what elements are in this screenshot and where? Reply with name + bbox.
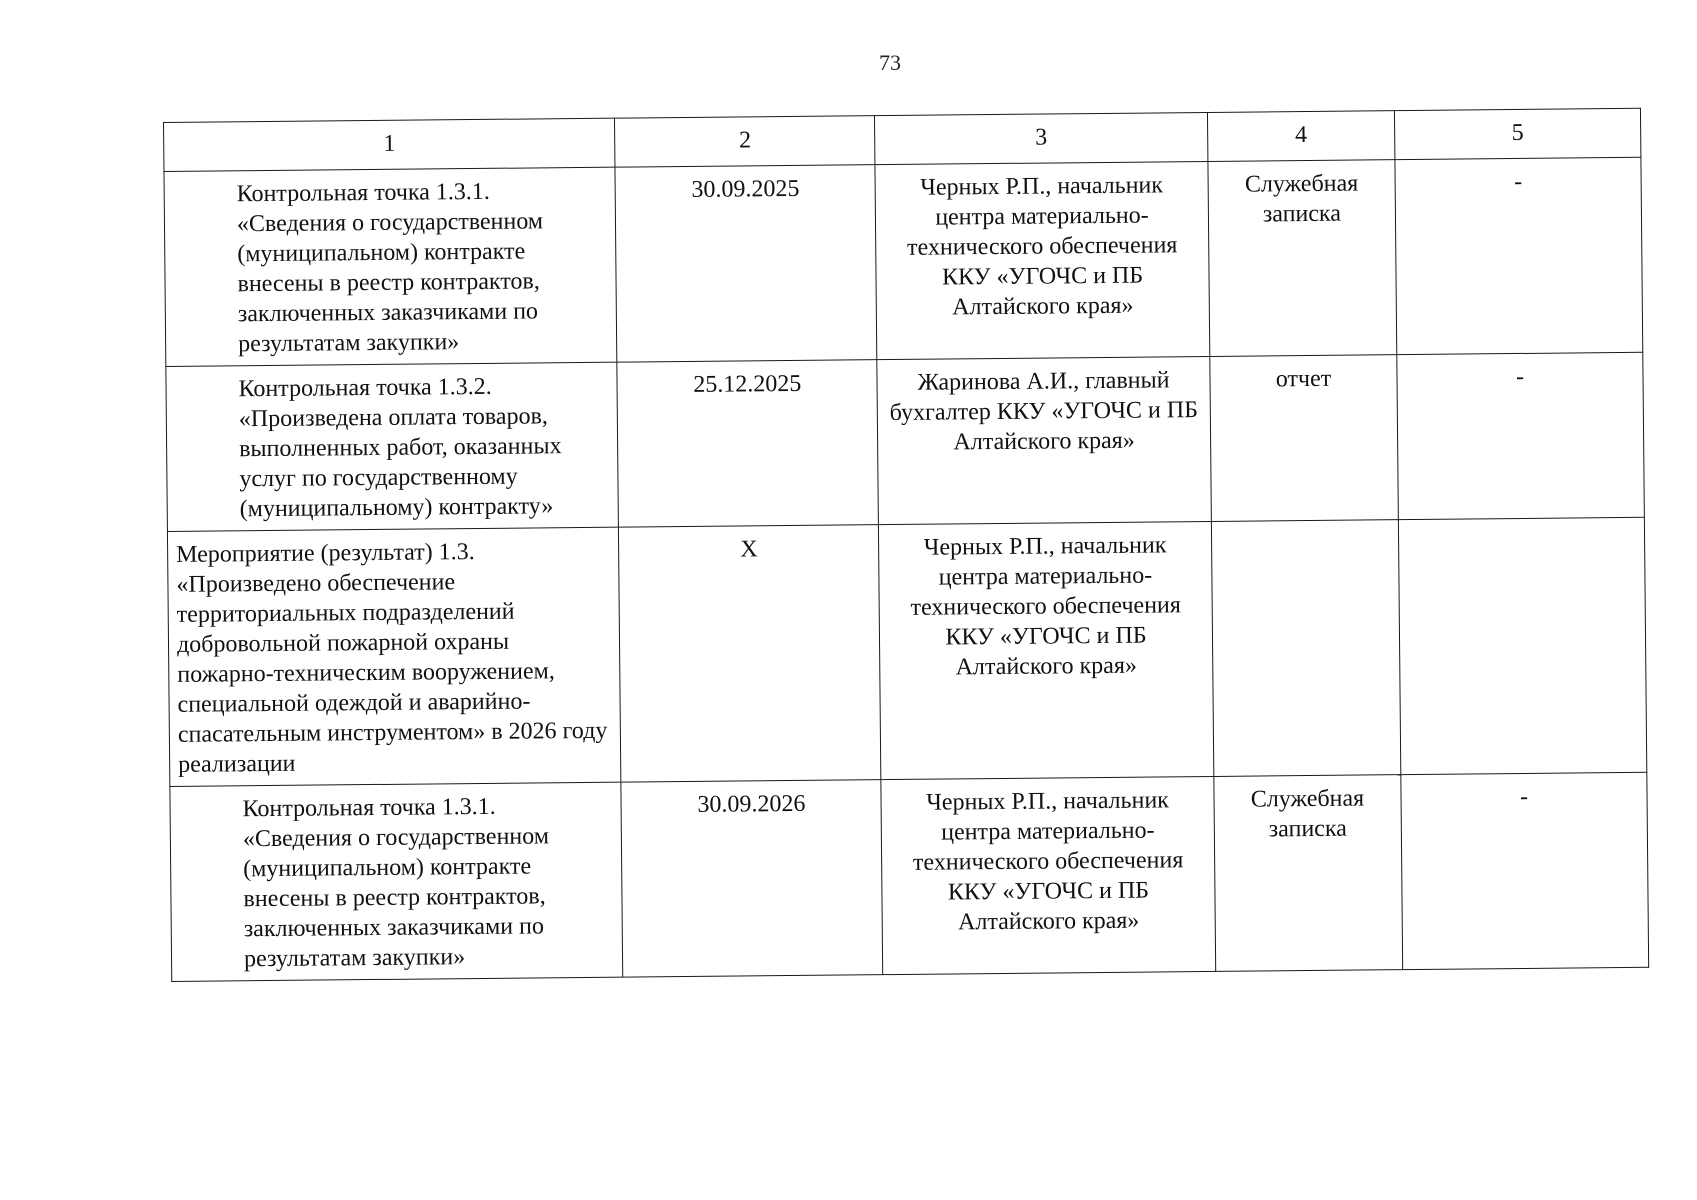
header-col-2: 2 (615, 116, 875, 167)
plan-table (163, 108, 1649, 982)
row-responsible-cell: Черных Р.П., начальник центра материально-технического обеспечения ККУ «УГОЧС и ПБ Алтайского края» (881, 776, 1215, 974)
table-row (170, 772, 1649, 981)
row-name-cell: Контрольная точка 1.3.1. «Сведения о государственном (муниципальном) контракте внесены в реестр контрактов, заключенных заказчиками по результатам закупки» (164, 167, 617, 366)
header-col-3: 3 (875, 112, 1208, 164)
row-note-cell (1399, 517, 1647, 774)
row-name-cell: Контрольная точка 1.3.2. «Произведена оплата товаров, выполненных работ, оказанных услуг по государственному (муниципальному) контракту» (166, 362, 619, 531)
header-col-5: 5 (1395, 108, 1641, 159)
page-number: 73 (879, 50, 901, 75)
row-name-cell: Контрольная точка 1.3.1. «Сведения о государственном (муниципальном) контракте внесены в реестр контрактов, заключенных заказчиками по результатам закупки» (170, 782, 623, 981)
table-row (166, 352, 1645, 531)
row-note-cell: - (1397, 352, 1644, 519)
table-row (167, 517, 1646, 786)
row-responsible-cell: Черных Р.П., начальник центра материально-технического обеспечения ККУ «УГОЧС и ПБ Алтайского края» (875, 161, 1209, 359)
row-name-cell: Мероприятие (результат) 1.3. «Произведено обеспечение территориальных подразделений добровольной пожарной охраны пожарно-техническим вооружением, специальной одеждой и аварийно-спасательным инструментом» в 2026 году реализации (167, 527, 621, 786)
table-row (164, 157, 1643, 366)
row-responsible-cell: Черных Р.П., начальник центра материально-технического обеспечения ККУ «УГОЧС и ПБ Алтайского края» (879, 521, 1214, 779)
row-date-cell: 30.09.2025 (615, 165, 877, 362)
row-date-cell: 30.09.2026 (621, 780, 883, 977)
row-document-cell: Служебная записка (1214, 775, 1403, 972)
row-date-cell: X (619, 525, 881, 782)
header-col-1: 1 (164, 118, 616, 171)
row-responsible-cell: Жаринова А.И., главный бухгалтер ККУ «УГОЧС и ПБ Алтайского края» (877, 356, 1211, 524)
row-note-cell: - (1395, 157, 1643, 354)
row-date-cell: 25.12.2025 (617, 360, 878, 527)
header-col-4: 4 (1207, 111, 1395, 162)
row-note-cell: - (1401, 772, 1649, 969)
row-document-cell: отчет (1210, 355, 1399, 522)
row-document-cell (1211, 520, 1401, 777)
row-document-cell: Служебная записка (1208, 160, 1397, 357)
